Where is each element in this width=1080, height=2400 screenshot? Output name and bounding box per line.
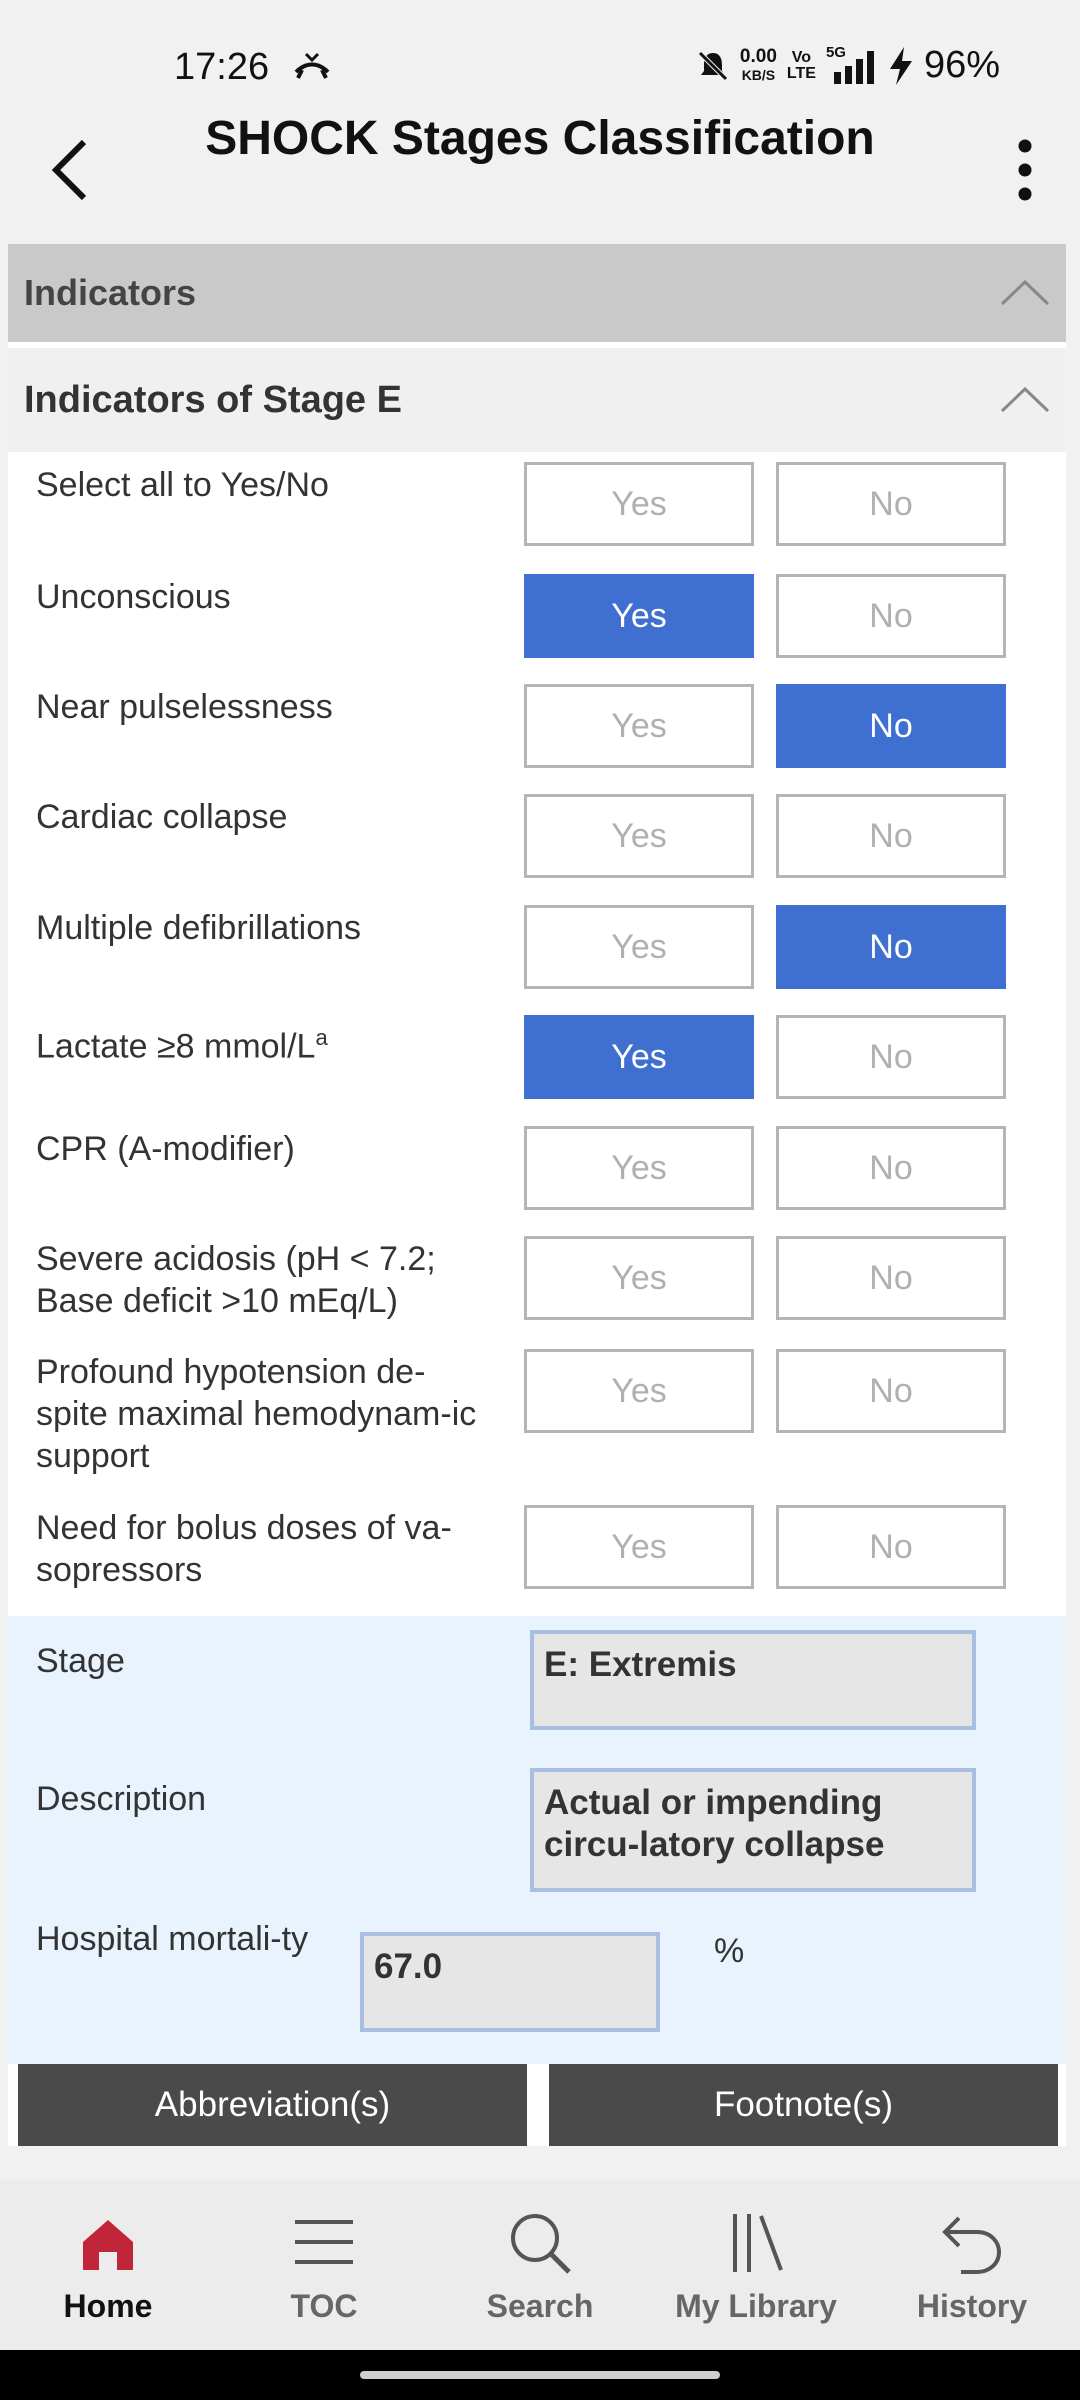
overflow-menu-button[interactable] bbox=[1000, 130, 1050, 210]
gesture-bar bbox=[0, 2350, 1080, 2400]
results-panel bbox=[8, 1616, 1066, 2064]
indicator-label bbox=[36, 907, 496, 949]
no-button[interactable]: No bbox=[776, 905, 1006, 989]
back-arrow-icon bbox=[48, 138, 92, 202]
missed-call-icon bbox=[292, 50, 332, 82]
indicator-label bbox=[36, 796, 496, 838]
indicator-label-text: Near pulselessness bbox=[36, 688, 333, 726]
section-stage-e[interactable] bbox=[8, 348, 1066, 452]
signal-icon bbox=[825, 43, 878, 84]
indicator-label bbox=[36, 1507, 496, 1591]
yes-button[interactable]: Yes bbox=[524, 462, 754, 546]
search-icon bbox=[505, 2208, 575, 2278]
speed-value: 0.00 bbox=[739, 45, 777, 67]
nav-toc-label: TOC bbox=[290, 2288, 358, 2324]
no-button[interactable]: No bbox=[776, 574, 1006, 658]
yes-no-group bbox=[524, 905, 1006, 989]
back-button[interactable] bbox=[40, 130, 100, 210]
indicator-row bbox=[8, 674, 1066, 784]
nav-history[interactable] bbox=[864, 2180, 1080, 2350]
yes-no-group bbox=[524, 1505, 1006, 1589]
indicator-label-text: Need for bolus doses of va-sopressors bbox=[36, 1509, 452, 1589]
yes-no-group bbox=[524, 462, 1006, 546]
speed-unit: KB/S bbox=[741, 66, 776, 83]
status-time: 17:26 bbox=[174, 46, 270, 88]
indicator-row bbox=[8, 784, 1066, 895]
indicator-label-text: CPR (A-modifier) bbox=[36, 1130, 295, 1168]
yes-no-group bbox=[524, 1349, 1006, 1433]
yes-no-group bbox=[524, 684, 1006, 768]
indicator-row bbox=[8, 1226, 1066, 1339]
indicator-label bbox=[36, 576, 496, 618]
page-title: SHOCK Stages Classification bbox=[205, 112, 875, 165]
section-indicators[interactable] bbox=[8, 244, 1066, 342]
indicator-label bbox=[36, 464, 496, 506]
indicator-label-text: Select all to Yes/No bbox=[36, 466, 329, 504]
chevron-up-icon bbox=[1000, 278, 1050, 308]
home-indicator[interactable] bbox=[360, 2371, 720, 2379]
network-type: 5G bbox=[825, 43, 846, 61]
section-stage-e-label: Indicators of Stage E bbox=[24, 378, 402, 421]
status-icons bbox=[696, 44, 1000, 87]
no-button[interactable]: No bbox=[776, 462, 1006, 546]
indicator-label bbox=[36, 1238, 496, 1322]
mortality-label: Hospital mortali-ty bbox=[36, 1920, 309, 1958]
indicator-list bbox=[8, 452, 1066, 1618]
yes-no-group bbox=[524, 794, 1006, 878]
yes-button[interactable]: Yes bbox=[524, 684, 754, 768]
mute-bell-icon bbox=[696, 49, 730, 83]
volte-top: Vo bbox=[791, 48, 812, 66]
list-icon bbox=[289, 2208, 359, 2278]
indicator-label bbox=[36, 1017, 496, 1067]
no-button[interactable]: No bbox=[776, 1505, 1006, 1589]
yes-button[interactable]: Yes bbox=[524, 574, 754, 658]
nav-search-label: Search bbox=[486, 2288, 594, 2324]
nav-home-label: Home bbox=[63, 2288, 153, 2324]
more-vert-icon bbox=[1017, 138, 1033, 202]
description-label: Description bbox=[36, 1780, 207, 1818]
indicator-row bbox=[8, 895, 1066, 1005]
nav-home[interactable] bbox=[0, 2180, 216, 2350]
abbreviations-button[interactable]: Abbreviation(s) bbox=[18, 2064, 527, 2146]
no-button[interactable]: No bbox=[776, 1126, 1006, 1210]
nav-my-library-label: My Library bbox=[675, 2288, 837, 2324]
bottom-navigation bbox=[0, 2180, 1080, 2350]
library-icon bbox=[721, 2208, 791, 2278]
no-button[interactable]: No bbox=[776, 1236, 1006, 1320]
indicator-row bbox=[8, 1495, 1066, 1617]
footnotes-button[interactable]: Footnote(s) bbox=[549, 2064, 1058, 2146]
yes-no-group bbox=[524, 1126, 1006, 1210]
no-button[interactable]: No bbox=[776, 1349, 1006, 1433]
yes-button[interactable]: Yes bbox=[524, 1236, 754, 1320]
indicator-label-text: Cardiac collapse bbox=[36, 798, 288, 836]
yes-button[interactable]: Yes bbox=[524, 1505, 754, 1589]
yes-no-group bbox=[524, 1015, 1006, 1099]
indicator-label bbox=[36, 686, 496, 728]
history-icon bbox=[937, 2208, 1007, 2278]
yes-button[interactable]: Yes bbox=[524, 1349, 754, 1433]
yes-button[interactable]: Yes bbox=[524, 794, 754, 878]
mortality-value: 67.0 bbox=[360, 1932, 660, 2032]
yes-button[interactable]: Yes bbox=[524, 905, 754, 989]
charging-bolt-icon bbox=[888, 47, 914, 85]
indicator-label-text: Lactate ≥8 mmol/L bbox=[36, 1027, 316, 1066]
battery-percent: 96% bbox=[923, 44, 1000, 86]
indicator-label bbox=[36, 1351, 496, 1477]
mortality-unit: % bbox=[714, 1932, 745, 1970]
stage-label: Stage bbox=[36, 1642, 125, 1680]
indicator-label-text: Severe acidosis (pH < 7.2; Base deficit >10 mEq/L) bbox=[36, 1240, 436, 1320]
home-icon bbox=[73, 2208, 143, 2278]
yes-no-group bbox=[524, 1236, 1006, 1320]
indicator-row bbox=[8, 1005, 1066, 1116]
yes-no-group bbox=[524, 574, 1006, 658]
description-value: Actual or impending circu-latory collapse bbox=[530, 1768, 976, 1892]
no-button[interactable]: No bbox=[776, 1015, 1006, 1099]
indicator-label-text: Unconscious bbox=[36, 578, 231, 616]
no-button[interactable]: No bbox=[776, 794, 1006, 878]
section-indicators-label: Indicators bbox=[24, 272, 197, 313]
calculator-content bbox=[8, 244, 1066, 2146]
footnote-marker: a bbox=[315, 1025, 328, 1050]
yes-button[interactable]: Yes bbox=[524, 1015, 754, 1099]
network-speed bbox=[739, 45, 777, 84]
no-button[interactable]: No bbox=[776, 684, 1006, 768]
nav-history-label: History bbox=[916, 2288, 1028, 2324]
nav-search[interactable] bbox=[432, 2180, 648, 2350]
indicator-label-text: Profound hypotension de-spite maximal hemodynam-ic support bbox=[36, 1353, 477, 1475]
stage-value: E: Extremis bbox=[530, 1630, 976, 1730]
yes-button[interactable]: Yes bbox=[524, 1126, 754, 1210]
indicator-label-text: Multiple defibrillations bbox=[36, 909, 362, 947]
indicator-row bbox=[8, 1116, 1066, 1226]
chevron-up-icon bbox=[1000, 385, 1050, 415]
app-bar bbox=[0, 100, 1080, 240]
indicator-row bbox=[8, 1339, 1066, 1495]
nav-toc[interactable] bbox=[216, 2180, 432, 2350]
volte-indicator bbox=[787, 50, 816, 82]
indicator-row bbox=[8, 564, 1066, 674]
footer-buttons bbox=[18, 2064, 1058, 2146]
indicator-label bbox=[36, 1128, 496, 1170]
volte-bottom: LTE bbox=[786, 64, 816, 82]
nav-my-library[interactable] bbox=[648, 2180, 864, 2350]
indicator-row bbox=[8, 452, 1066, 564]
